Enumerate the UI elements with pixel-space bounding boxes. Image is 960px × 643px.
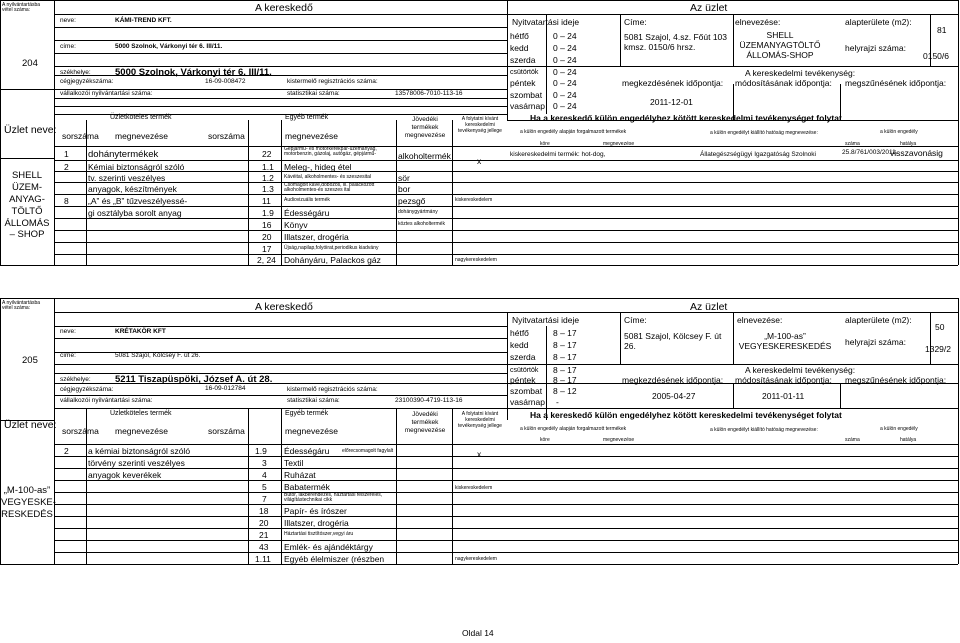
other-name: Dohányáru, Palackos gáz bbox=[284, 255, 381, 265]
other-name: Papír- és írószer bbox=[284, 506, 347, 516]
day-5: péntek bbox=[510, 375, 536, 385]
store-name-label: Üzlet neve: bbox=[4, 124, 57, 136]
other-no: 20 bbox=[259, 518, 269, 528]
license-validity-label: hatálya bbox=[900, 141, 917, 147]
other-no: 1.9 bbox=[262, 208, 274, 218]
other-name: Illatszer, drogéria bbox=[284, 518, 349, 528]
seat-label: székhelye: bbox=[60, 69, 91, 76]
other-name: Újság,napilap,folyóirat,periodikus kiadvány bbox=[284, 245, 379, 251]
licensed-name: anyagok keverékek bbox=[88, 470, 162, 480]
stat-number: 13578006-7010-113-16 bbox=[395, 90, 463, 97]
trader-address: 5081 Szajol, Kölcsey F. út 26. bbox=[115, 352, 201, 359]
excise-item: sör bbox=[398, 173, 410, 183]
trader-seat: 5211 Tiszapüspöki, József A. út 28. bbox=[115, 374, 273, 385]
modify-label: módosításának időpontja: bbox=[735, 375, 832, 385]
activity-title: A kereskedelmi tevékenység: bbox=[745, 68, 856, 78]
special-license-label: a külön engedély bbox=[880, 426, 918, 432]
other-name: Kávéital, alkoholmentes- és szeszesital bbox=[284, 174, 371, 180]
shop-title: Az üzlet bbox=[690, 301, 728, 313]
col-name-1: megnevezése bbox=[115, 131, 168, 141]
store-name: SHELL ÜZEM-ANYAG-TÖLTŐ ÁLLOMÁS – SHOP bbox=[4, 170, 50, 241]
other-no: 17 bbox=[262, 244, 272, 254]
hours-1: 8 – 17 bbox=[553, 328, 577, 338]
licensed-name: gi osztályba sorolt anyag bbox=[88, 208, 182, 218]
day-5: péntek bbox=[510, 78, 536, 88]
other-name: Audiovizuális termék bbox=[284, 197, 330, 203]
other-name: Könyv bbox=[284, 220, 308, 230]
special-authority-label: a külön engedélyt kiállító hatóság megnevezése: bbox=[710, 427, 818, 433]
address-label: címe: bbox=[60, 352, 76, 359]
entrepreneur-label: vállalkozói nyilvántartási száma: bbox=[60, 90, 153, 97]
special-products: a külön engedély alapján forgalmazott termékek bbox=[520, 426, 627, 432]
other-no: 5 bbox=[262, 482, 267, 492]
hours-6: 0 – 24 bbox=[553, 90, 577, 100]
activity-mark: x bbox=[477, 156, 482, 166]
other-no: 1.2 bbox=[262, 173, 274, 183]
hours-3: 8 – 17 bbox=[553, 352, 577, 362]
license-validity-label: hatálya bbox=[900, 437, 917, 443]
other-name: Textil bbox=[284, 458, 304, 468]
end-label: megszűnésének időpontja: bbox=[845, 78, 947, 88]
stat-label: statisztikai száma: bbox=[287, 90, 340, 97]
special-number: 25.8/761/003/2011. bbox=[842, 149, 898, 156]
other-no: 7 bbox=[262, 494, 267, 504]
special-scope: kiskereskedelmi termék: hot-dog, bbox=[510, 151, 606, 158]
seat-label: székhelye: bbox=[60, 376, 91, 383]
licensed-no: 2 bbox=[64, 162, 69, 172]
producer-reg-label: kistermelő regisztrációs száma: bbox=[287, 78, 378, 85]
shop-address-label: Címe: bbox=[624, 17, 647, 27]
licensed-name: törvény szerinti veszélyes bbox=[88, 458, 185, 468]
name-label: neve: bbox=[60, 328, 76, 335]
other-no: 1.3 bbox=[262, 184, 274, 194]
licensed-name: dohánytermékek bbox=[88, 149, 159, 160]
activity-mark: x bbox=[477, 449, 482, 459]
company-reg: 16-09-008472 bbox=[205, 78, 246, 85]
trader-title: A kereskedő bbox=[255, 2, 313, 14]
excise-item: dohánygyártmány bbox=[398, 209, 438, 215]
other-no: 1.11 bbox=[255, 554, 271, 564]
trader-seat: 5000 Szolnok, Várkonyi tér 6. III/11. bbox=[115, 67, 272, 78]
day-1: hétfő bbox=[510, 31, 529, 41]
licensed-no: 8 bbox=[64, 196, 69, 206]
end-label: megszűnésének időpontja: bbox=[845, 375, 947, 385]
hours-6: 8 – 12 bbox=[553, 386, 577, 396]
other-no: 3 bbox=[262, 458, 267, 468]
trader-address: 5000 Szolnok, Várkonyi tér 6. III/11. bbox=[115, 43, 223, 50]
other-header: Egyéb termék bbox=[285, 114, 329, 121]
activity-type: nagykereskedelem bbox=[455, 257, 497, 263]
other-note: előrecsomagolt fagylalt bbox=[342, 448, 394, 454]
activity-type: nagykereskedelem bbox=[455, 556, 497, 562]
address-label: címe: bbox=[60, 43, 76, 50]
licensed-no: 2 bbox=[64, 446, 69, 456]
day-3: szerda bbox=[510, 352, 536, 362]
hours-4: 0 – 24 bbox=[553, 67, 577, 77]
modify-label: módosításának időpontja: bbox=[735, 78, 832, 88]
other-no: 2, 24 bbox=[257, 255, 276, 265]
other-no: 1.9 bbox=[255, 446, 267, 456]
excise-item: bor bbox=[398, 184, 411, 194]
other-header: Egyéb termék bbox=[285, 410, 329, 417]
excise-item: köztes alkoholtermék bbox=[398, 221, 445, 227]
col-no-1: sorszáma bbox=[62, 426, 99, 436]
other-name: Gépjármű- és motorkerékpár-üzemanyag, motorbenzin, gázolaj, autógáz, gépjármű- bbox=[284, 146, 377, 157]
special-authority-label: a külön engedélyt kiállító hatóság megnevezése: bbox=[710, 130, 818, 136]
excise-item: alkoholtermék bbox=[398, 151, 451, 161]
activity-type: kiskereskedelem bbox=[455, 197, 493, 203]
licensed-name: tv. szerinti veszélyes bbox=[88, 173, 166, 183]
area-label: alapterülete (m2): bbox=[845, 315, 912, 325]
licensed-no: 1 bbox=[64, 149, 69, 159]
company-reg: 16-09-012784 bbox=[205, 385, 246, 392]
hours-7: - bbox=[556, 397, 559, 407]
day-6: szombat bbox=[510, 90, 543, 100]
col-no-2: sorszáma bbox=[208, 426, 245, 436]
other-no: 4 bbox=[262, 470, 267, 480]
licensed-header: Üzletköteles termék bbox=[110, 410, 172, 417]
shop-name-label: elnevezése: bbox=[737, 315, 783, 325]
shop-address-label: Címe: bbox=[624, 315, 647, 325]
company-reg-label: cégjegyzékszáma: bbox=[60, 78, 114, 85]
excise-item: pezsgő bbox=[398, 196, 426, 206]
other-no: 21 bbox=[259, 530, 269, 540]
hours-2: 0 – 24 bbox=[553, 43, 577, 53]
hours-title: Nyitvatartási ideje bbox=[512, 17, 580, 27]
activity-type-header: A folytatni kívánt kereskedelmi tevékenység jellege bbox=[458, 116, 502, 134]
other-no: 18 bbox=[259, 506, 269, 516]
area-label: alapterülete (m2): bbox=[845, 17, 912, 27]
licensed-name: a kémiai biztonságról szóló bbox=[88, 446, 191, 456]
licensed-header: Üzletköteles termék bbox=[110, 114, 172, 121]
special-title: Ha a kereskedő külön engedélyhez kötött kereskedelmi tevékenységet folytat bbox=[530, 410, 842, 420]
stat-label: statisztikai száma: bbox=[287, 397, 340, 404]
trader-title: A kereskedő bbox=[255, 301, 313, 313]
other-name: Bútor, lakberendezés, háztartási felszerelés, világítástechnikai cikk bbox=[284, 492, 383, 503]
special-license-label: a külön engedély bbox=[880, 129, 918, 135]
area-value: 81 bbox=[937, 25, 947, 35]
day-4: csütörtök bbox=[510, 367, 539, 374]
activity-type: kiskereskedelem bbox=[455, 485, 493, 491]
company-reg-label: cégjegyzékszáma: bbox=[60, 386, 114, 393]
licensed-name: „A” és „B” tűzveszélyessé- bbox=[88, 196, 188, 206]
start-label: megkezdésének időpontja: bbox=[622, 375, 724, 385]
other-name: Ruházat bbox=[284, 470, 316, 480]
licensed-name: anyagok, készítmények bbox=[88, 184, 177, 194]
shop-name: „M-100-as” VEGYESKERESKEDÉS bbox=[738, 331, 832, 352]
other-name: Édességáru bbox=[284, 208, 330, 218]
start-date: 2005-04-27 bbox=[652, 391, 696, 401]
trader-name: KÁMI-TREND KFT. bbox=[115, 17, 172, 24]
record-number: 204 bbox=[22, 58, 38, 69]
plot-value: 1329/2 bbox=[925, 344, 951, 354]
other-no: 43 bbox=[259, 542, 269, 552]
start-date: 2011-12-01 bbox=[650, 97, 693, 107]
other-no: 20 bbox=[262, 232, 272, 242]
shop-title: Az üzlet bbox=[690, 2, 728, 14]
hours-2: 8 – 17 bbox=[553, 340, 577, 350]
special-products: a külön engedély alapján forgalmazott termékek bbox=[520, 129, 627, 135]
entrepreneur-label: vállalkozói nyilvántartási száma: bbox=[60, 397, 153, 404]
hours-1: 0 – 24 bbox=[553, 31, 577, 41]
license-number-label: száma bbox=[845, 141, 860, 147]
other-name: Meleg-, hideg étel bbox=[284, 162, 352, 172]
licensed-name: Kémiai biztonságról szóló bbox=[88, 162, 185, 172]
page-number: Oldal 14 bbox=[462, 628, 494, 638]
day-2: kedd bbox=[510, 340, 529, 350]
start-label: megkezdésének időpontja: bbox=[622, 78, 724, 88]
scope-label: köre bbox=[540, 141, 550, 147]
day-7: vasárnap bbox=[510, 397, 545, 407]
license-number-label: száma bbox=[845, 437, 860, 443]
trader-name: KRÉTAKÖR KFT bbox=[115, 328, 166, 335]
other-no: 11 bbox=[262, 196, 271, 206]
col-name-2: megnevezése bbox=[285, 131, 338, 141]
col-no-2: sorszáma bbox=[208, 131, 245, 141]
name-label: neve: bbox=[60, 17, 76, 24]
store-name: „M-100-as” VEGYESKE-RESKEDÉS bbox=[1, 485, 56, 520]
hours-3: 0 – 24 bbox=[553, 55, 577, 65]
hours-5: 8 – 17 bbox=[553, 375, 577, 385]
other-name: Édességáru bbox=[284, 446, 330, 456]
plot-label: helyrajzi száma: bbox=[845, 43, 906, 53]
day-3: szerda bbox=[510, 55, 536, 65]
producer-reg-label: kistermelő regisztrációs száma: bbox=[287, 386, 378, 393]
shop-address: 5081 Szajol, Kölcsey F. út 26. bbox=[624, 331, 722, 352]
day-7: vasárnap bbox=[510, 101, 545, 111]
special-validity: visszavonásig bbox=[890, 148, 943, 158]
record-number-label: A nyilvántartásba vétel száma: bbox=[2, 300, 41, 311]
modify-date: 2011-01-11 bbox=[762, 391, 805, 401]
plot-label: helyrajzi száma: bbox=[845, 337, 906, 347]
hours-title: Nyitvatartási ideje bbox=[512, 315, 580, 325]
col-name-1: megnevezése bbox=[115, 426, 168, 436]
col-name-2: megnevezése bbox=[285, 426, 338, 436]
special-name-label: megnevezése bbox=[603, 141, 635, 147]
shop-name: SHELL ÜZEMANYAGTÖLTŐ ÁLLOMÁS-SHOP bbox=[739, 30, 821, 61]
shop-address: 5081 Szajol, 4.sz. Főút 103 kmsz. 0150/6 hrsz. bbox=[624, 32, 728, 53]
plot-value: 0150/6 bbox=[923, 51, 949, 61]
record-number-label: A nyilvántartásba vétel száma: bbox=[2, 2, 41, 13]
other-no: 22 bbox=[262, 149, 272, 159]
day-6: szombat bbox=[510, 386, 543, 396]
other-name: Háztartási tisztítószer,vegyi áru bbox=[284, 531, 354, 537]
activity-title: A kereskedelmi tevékenység: bbox=[745, 365, 856, 375]
area-value: 50 bbox=[935, 322, 945, 332]
other-name: Csomagolt kávé,dobozos, ill. palackozott alkoholmentes-és szeszes ital bbox=[284, 182, 375, 193]
day-4: csütörtök bbox=[510, 69, 539, 76]
special-name-label: megnevezése bbox=[603, 437, 635, 443]
shop-name-label: elnevezése: bbox=[735, 17, 781, 27]
other-name: Illatszer, drogéria bbox=[284, 232, 349, 242]
hours-4: 8 – 17 bbox=[553, 365, 577, 375]
special-authority: Állategészségügyi Igazgatóság Szolnoki bbox=[700, 151, 816, 158]
excise-header: Jövedéki termékek megnevezése bbox=[404, 411, 446, 434]
other-name: Emlék- és ajándéktárgy bbox=[284, 542, 373, 552]
other-name: Egyéb élelmiszer (részben bbox=[284, 554, 385, 564]
activity-type-header: A folytatni kívánt kereskedelmi tevékenység jellege bbox=[458, 411, 502, 429]
record-number: 205 bbox=[22, 355, 38, 366]
scope-label: köre bbox=[540, 437, 550, 443]
col-no-1: sorszáma bbox=[62, 131, 99, 141]
hours-5: 0 – 24 bbox=[553, 78, 577, 88]
excise-header: Jövedéki termékek megnevezése bbox=[404, 116, 446, 139]
store-name-label: Üzlet neve: bbox=[4, 419, 57, 431]
day-1: hétfő bbox=[510, 328, 529, 338]
day-2: kedd bbox=[510, 43, 529, 53]
other-name: Babatermék bbox=[284, 482, 330, 492]
stat-number: 23100390-4719-113-16 bbox=[395, 397, 463, 404]
special-title: Ha a kereskedő külön engedélyhez kötött kereskedelmi tevékenységet folytat bbox=[530, 113, 842, 123]
other-no: 1.1 bbox=[262, 162, 274, 172]
hours-7: 0 – 24 bbox=[553, 101, 577, 111]
other-no: 16 bbox=[262, 220, 272, 230]
